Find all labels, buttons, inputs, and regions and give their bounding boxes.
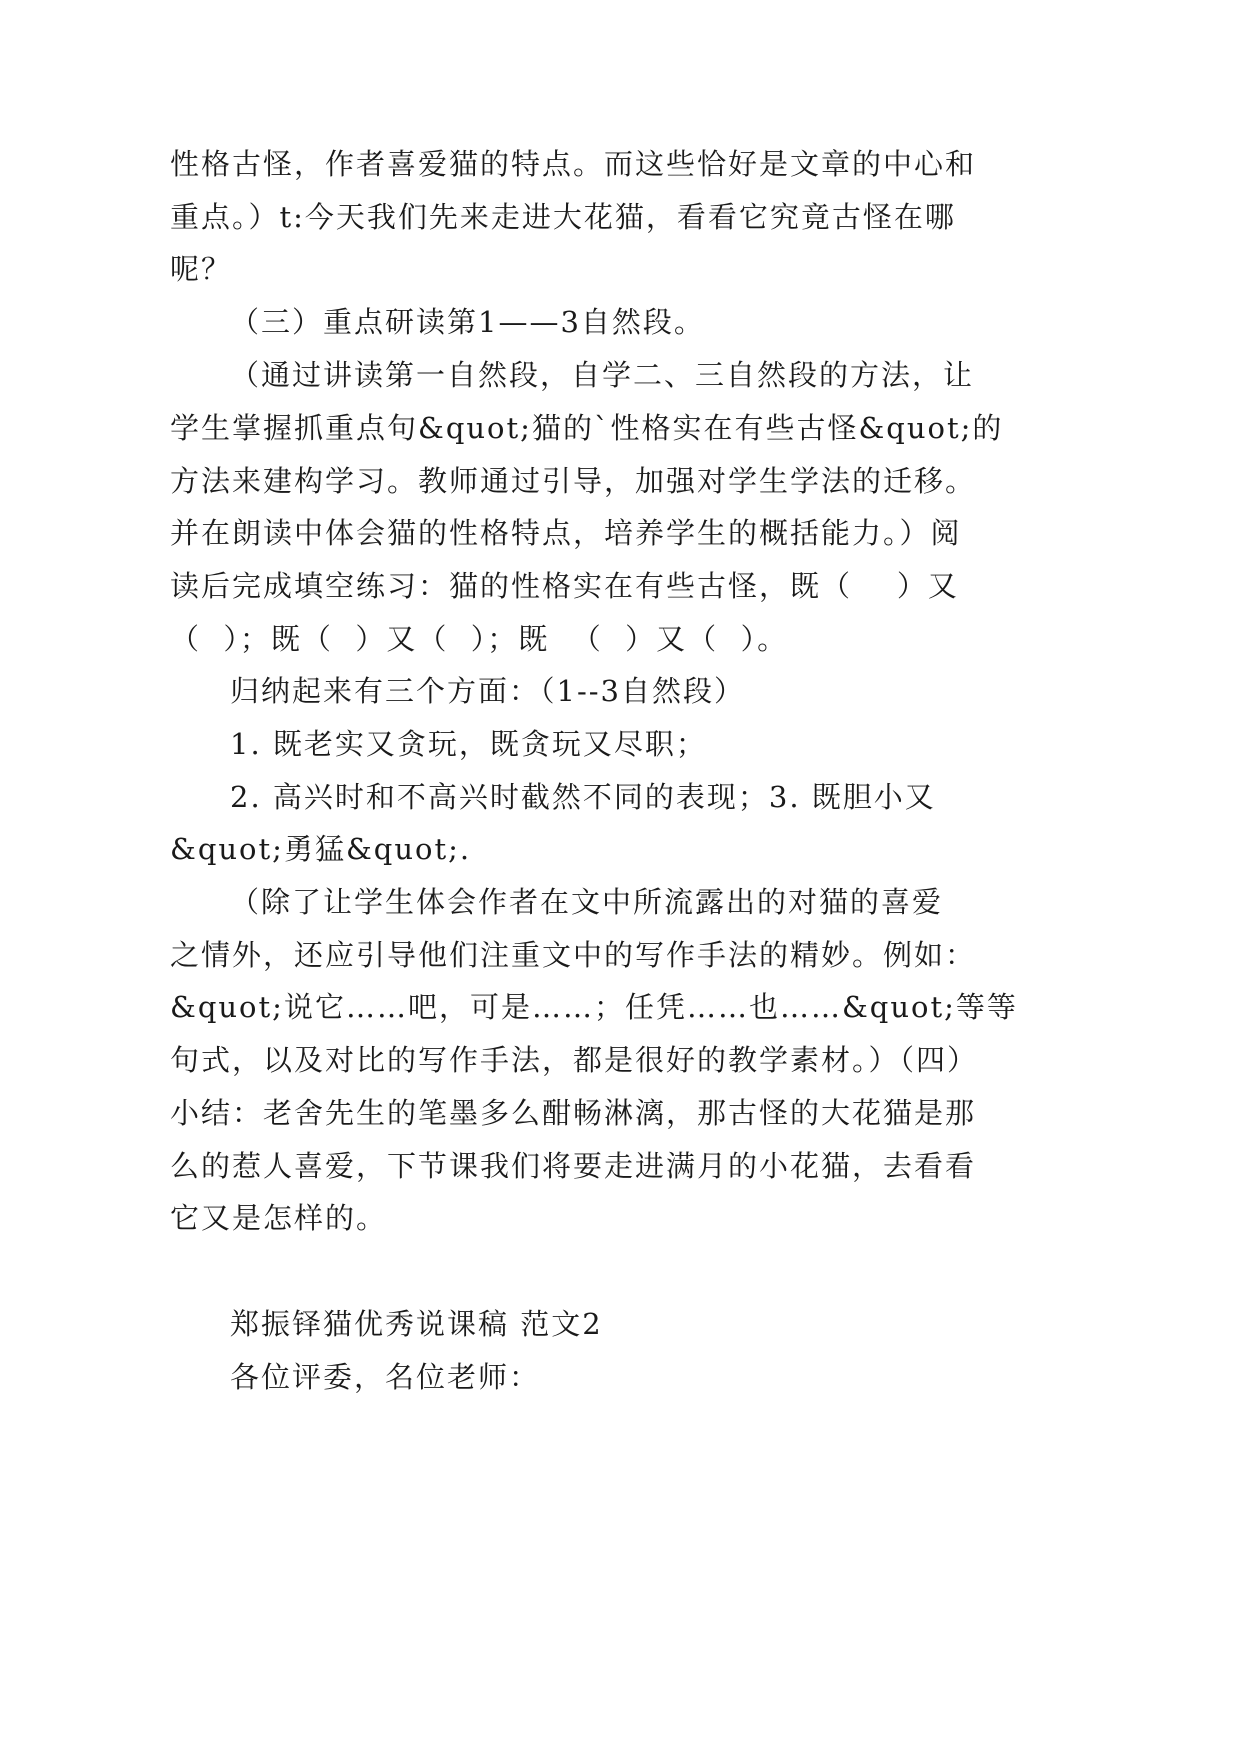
text-line: 读后完成填空练习：猫的性格实在有些古怪，既（ ）又 bbox=[170, 569, 959, 603]
text-line: （ ）；既（ ）又（ ）；既 （ ）又（ ）。 bbox=[170, 622, 789, 656]
text-line: 呢？ bbox=[170, 252, 233, 286]
document-heading: 郑振铎猫优秀说课稿 范文2 bbox=[230, 1307, 603, 1341]
list-item: 2. 高兴时和不高兴时截然不同的表现；3. 既胆小又 bbox=[230, 780, 936, 814]
text-line: &quot;勇猛&quot;. bbox=[170, 832, 472, 866]
text-line: 句式，以及对比的写作手法，都是很好的教学素材。）（四） bbox=[170, 1043, 979, 1077]
text-line: 么的惹人喜爱，下节课我们将要走进满月的小花猫，去看看 bbox=[170, 1149, 977, 1183]
text-line: 它又是怎样的。 bbox=[170, 1201, 388, 1235]
text-line: 小结：老舍先生的笔墨多么酣畅淋漓，那古怪的大花猫是那 bbox=[170, 1096, 977, 1130]
section-heading: （三）重点研读第1——3自然段。 bbox=[230, 305, 705, 339]
list-item: 1. 既老实又贪玩，既贪玩又尽职； bbox=[230, 727, 707, 761]
text-line: &quot;说它……吧，可是……；任凭……也……&quot;等等 bbox=[170, 990, 1018, 1024]
text-line: （除了让学生体会作者在文中所流露出的对猫的喜爱 bbox=[230, 885, 944, 919]
text-line: 并在朗读中体会猫的性格特点，培养学生的概括能力。）阅 bbox=[170, 516, 962, 550]
text-line: 学生掌握抓重点句&quot;猫的`性格实在有些古怪&quot;的 bbox=[170, 411, 1004, 445]
text-line: 方法来建构学习。教师通过引导，加强对学生学法的迁移。 bbox=[170, 464, 977, 498]
text-line: 归纳起来有三个方面：（1--3自然段） bbox=[230, 674, 745, 708]
salutation: 各位评委，名位老师： bbox=[230, 1360, 541, 1394]
text-line: （通过讲读第一自然段，自学二、三自然段的方法，让 bbox=[230, 358, 975, 392]
text-line: 之情外，还应引导他们注重文中的写作手法的精妙。例如： bbox=[170, 938, 977, 972]
text-line: 性格古怪，作者喜爱猫的特点。而这些恰好是文章的中心和 bbox=[170, 147, 977, 181]
text-line: 重点。）t:今天我们先来走进大花猫，看看它究竟古怪在哪 bbox=[170, 200, 956, 234]
